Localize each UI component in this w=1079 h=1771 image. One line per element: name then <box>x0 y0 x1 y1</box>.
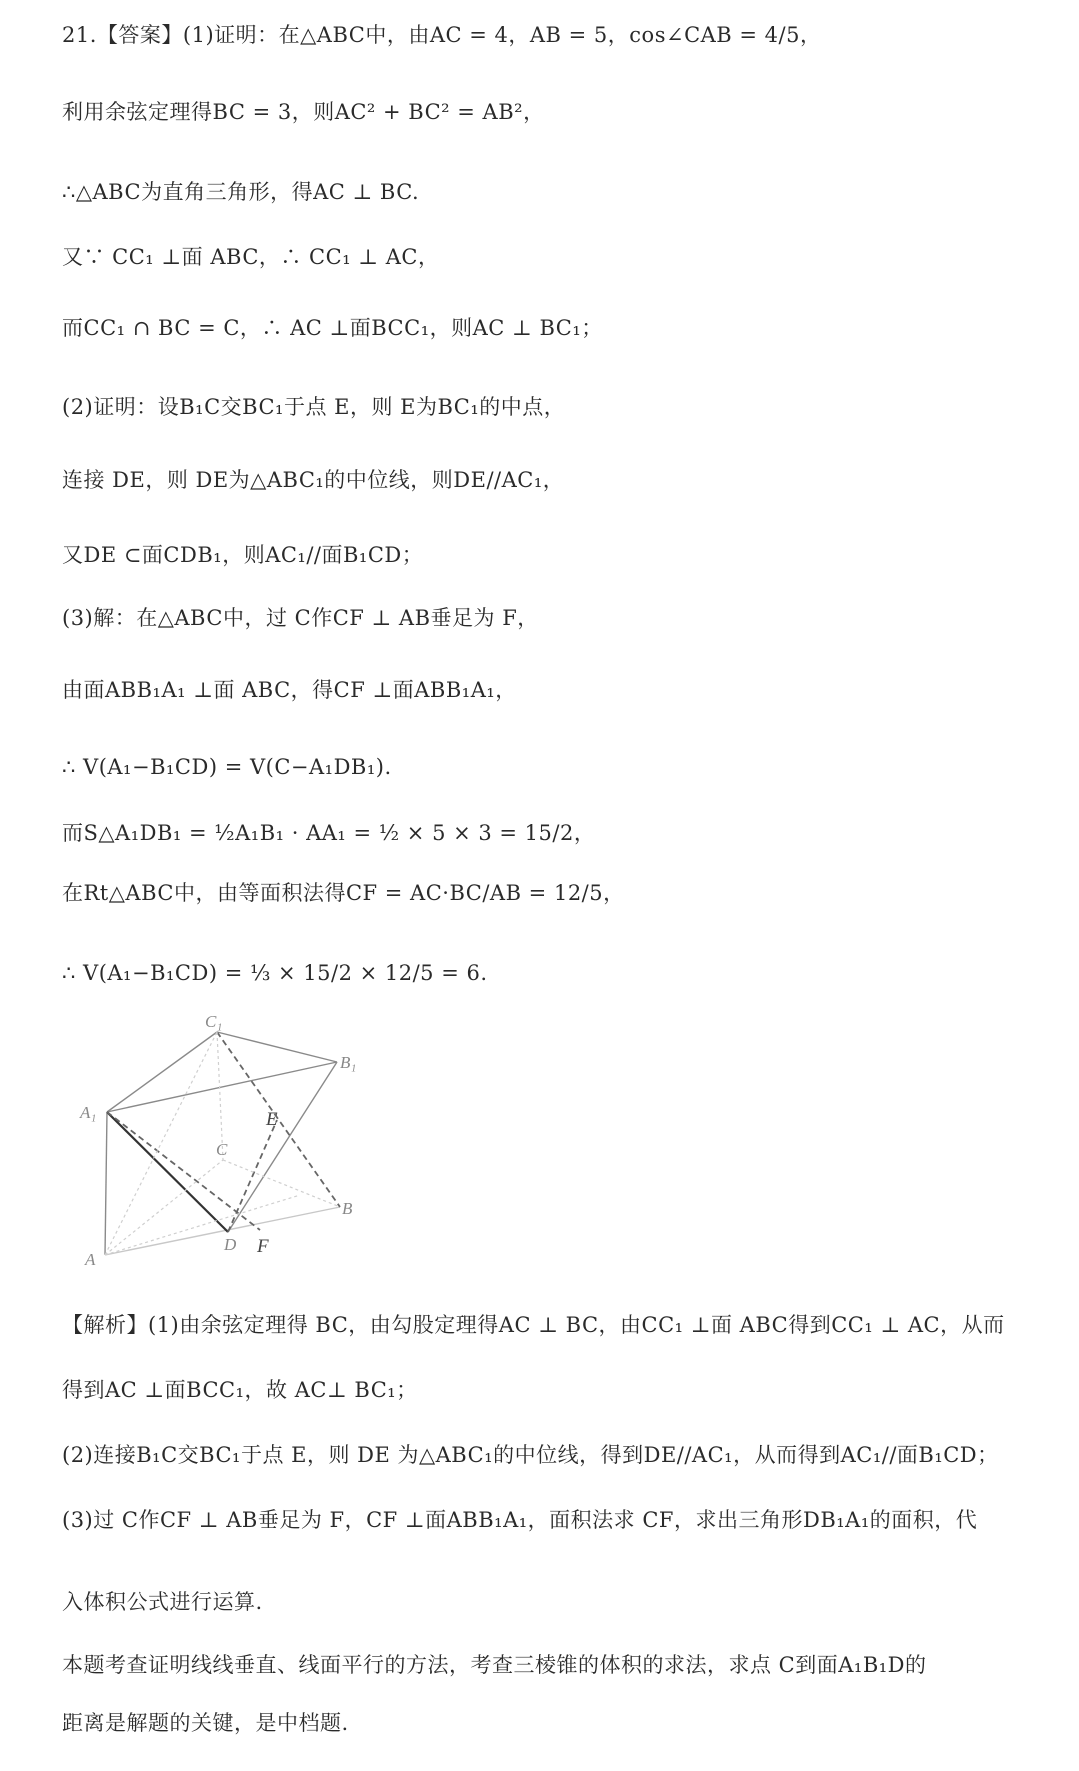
prism-diagram <box>70 1005 370 1275</box>
label-a1: A₁ <box>80 1103 97 1122</box>
answer-line-1: 21.【答案】(1)证明：在△ABC中，由AC = 4，AB = 5，cos∠CAB = 4/5， <box>62 23 822 47</box>
label-e: E <box>266 1109 278 1130</box>
label-d: D <box>224 1235 237 1254</box>
analysis-line-1: 【解析】(1)由余弦定理得 BC，由勾股定理得AC ⊥ BC，由CC₁ ⊥面 ABC得到CC₁ ⊥ AC，从而 <box>62 1313 1005 1337</box>
answer-line-2: 利用余弦定理得BC = 3，则AC² + BC² = AB²， <box>62 100 545 124</box>
answer-line-14: ∴ V(A₁−B₁CD) = ⅓ × 15/2 × 12/5 = 6. <box>62 961 488 985</box>
analysis-line-7: 距离是解题的关键，是中档题. <box>62 1711 349 1735</box>
analysis-line-4: (3)过 C作CF ⊥ AB垂足为 F，CF ⊥面ABB₁A₁，面积法求 CF，求出三角形DB₁A₁的面积，代 <box>62 1508 978 1532</box>
label-c1: C₁ <box>205 1012 223 1031</box>
label-c: C <box>216 1140 228 1159</box>
answer-line-3: ∴△ABC为直角三角形，得AC ⊥ BC. <box>62 180 420 204</box>
label-b1: B₁ <box>340 1053 357 1072</box>
answer-line-9: (3)解：在△ABC中，过 C作CF ⊥ AB垂足为 F， <box>62 606 539 630</box>
analysis-line-3: (2)连接B₁C交BC₁于点 E，则 DE 为△ABC₁的中位线，得到DE//AC₁，从而得到AC₁//面B₁CD； <box>62 1443 999 1467</box>
answer-line-13: 在Rt△ABC中，由等面积法得CF = AC·BC/AB = 12/5， <box>62 881 625 905</box>
analysis-line-5: 入体积公式进行运算. <box>62 1590 263 1614</box>
answer-line-7: 连接 DE，则 DE为△ABC₁的中位线，则DE//AC₁， <box>62 468 565 492</box>
label-b: B <box>342 1199 353 1218</box>
label-f: F <box>257 1236 269 1257</box>
answer-line-4: 又∵ CC₁ ⊥面 ABC，∴ CC₁ ⊥ AC， <box>62 245 440 269</box>
answer-line-10: 由面ABB₁A₁ ⊥面 ABC，得CF ⊥面ABB₁A₁， <box>62 678 517 702</box>
answer-line-5: 而CC₁ ∩ BC = C，∴ AC ⊥面BCC₁，则AC ⊥ BC₁； <box>62 316 603 340</box>
analysis-line-2: 得到AC ⊥面BCC₁，故 AC⊥ BC₁； <box>62 1378 418 1402</box>
analysis-line-6: 本题考查证明线线垂直、线面平行的方法，考查三棱锥的体积的求法，求点 C到面A₁B₁D的 <box>62 1653 927 1677</box>
answer-line-8: 又DE ⊂面CDB₁，则AC₁//面B₁CD； <box>62 543 424 567</box>
answer-line-6: (2)证明：设B₁C交BC₁于点 E，则 E为BC₁的中点， <box>62 395 566 419</box>
answer-line-12: 而S△A₁DB₁ = ½A₁B₁ · AA₁ = ½ × 5 × 3 = 15/2， <box>62 821 596 845</box>
answer-line-11: ∴ V(A₁−B₁CD) = V(C−A₁DB₁). <box>62 755 392 779</box>
label-a: A <box>85 1250 96 1269</box>
